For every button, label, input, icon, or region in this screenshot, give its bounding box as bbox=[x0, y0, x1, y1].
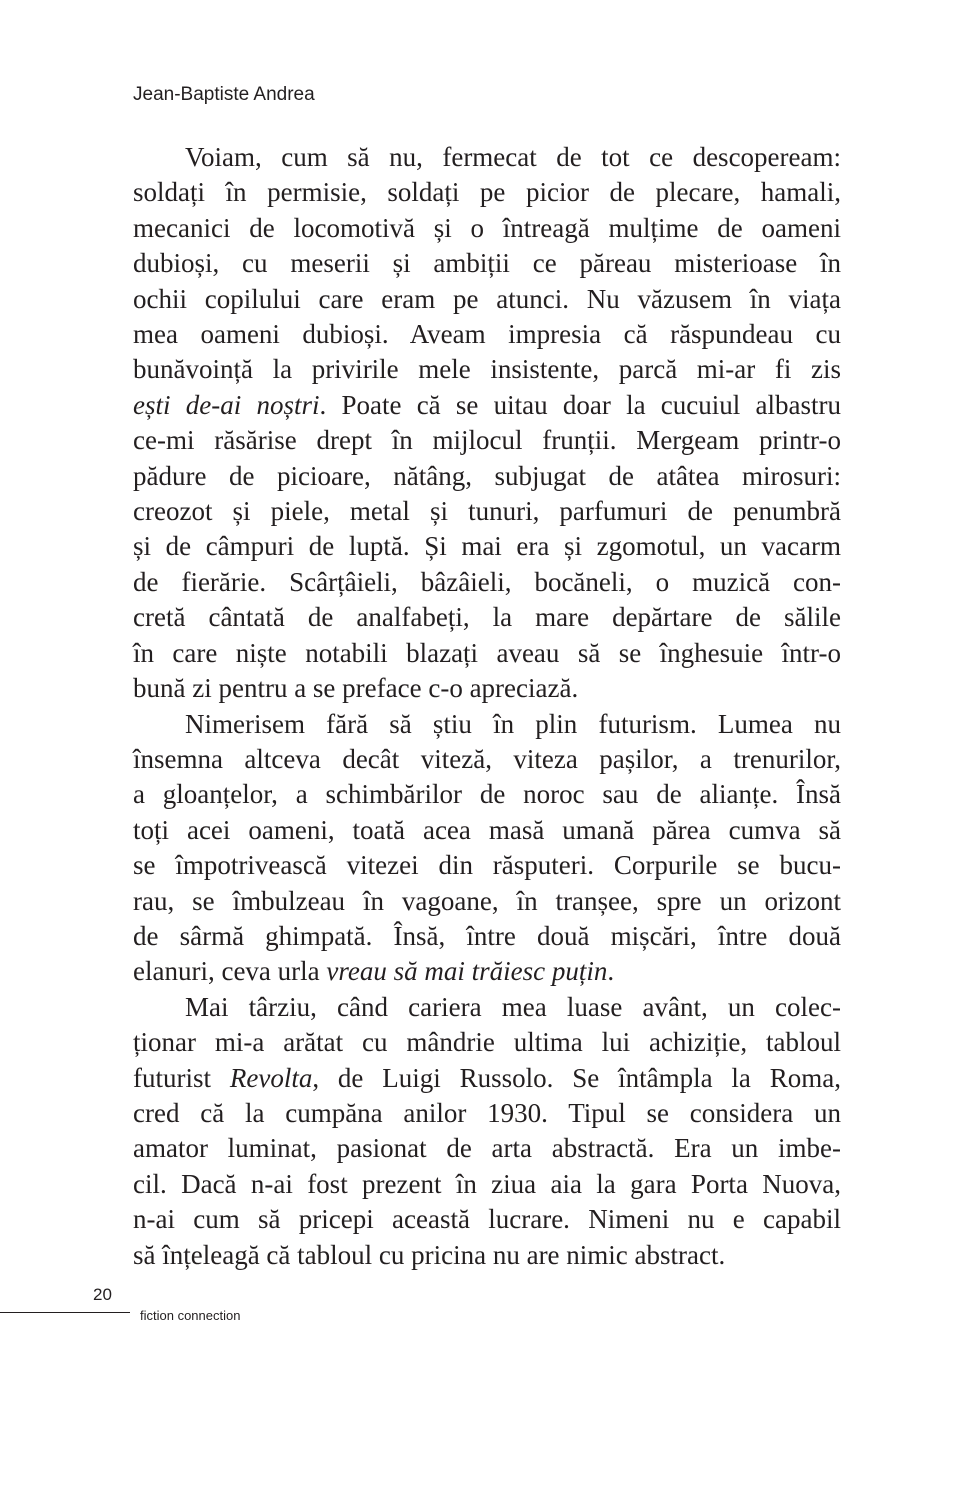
series-label: fiction connection bbox=[140, 1308, 241, 1323]
text-line bbox=[133, 671, 841, 706]
text-segment: pădure de picioare, nătâng, subjugat de atâtea mirosuri: bbox=[133, 460, 841, 491]
text-segment: mecanici de locomotivă și o întreagă mulțime de oameni bbox=[133, 212, 841, 243]
text-segment: Nimerisem fără să știu în plin futurism. Lumea nu bbox=[185, 708, 841, 739]
text-line bbox=[133, 1238, 841, 1273]
text-segment: Mai târziu, când cariera mea luase avânt, un colec- bbox=[185, 991, 841, 1022]
text-line bbox=[133, 954, 841, 989]
text-segment: mea oameni dubioși. Aveam impresia că răspundeau cu bbox=[133, 319, 841, 350]
text-segment: cil. Dacă n-ai fost prezent în ziua aia la gara Porta Nuova, bbox=[133, 1168, 841, 1199]
text-line bbox=[133, 565, 841, 600]
text-segment: de fierărie. Scârțâieli, bâzâieli, bocăneli, o muzică con- bbox=[133, 566, 841, 597]
text-segment: soldați în permisie, soldați pe picior de plecare, hamali, bbox=[133, 177, 841, 208]
text-line bbox=[133, 423, 841, 458]
text-line bbox=[133, 1096, 841, 1131]
text-line bbox=[133, 175, 841, 210]
running-head-author: Jean-Baptiste Andrea bbox=[133, 84, 315, 105]
text-segment: . bbox=[607, 956, 615, 987]
text-segment: creozot și piele, metal și tunuri, parfumuri de penumbră bbox=[133, 496, 841, 527]
text-line bbox=[133, 352, 841, 387]
text-line bbox=[133, 140, 841, 175]
footer-rule bbox=[0, 1312, 130, 1313]
text-segment: n-ai cum să pricepi această lucrare. Nimeni nu e capabil bbox=[133, 1204, 841, 1235]
text-line bbox=[133, 636, 841, 671]
text-line bbox=[133, 884, 841, 919]
text-line bbox=[133, 388, 841, 423]
text-segment: și de câmpuri de luptă. Și mai era și zgomotul, un vacarm bbox=[133, 531, 841, 562]
text-line bbox=[133, 317, 841, 352]
text-segment: , de Luigi Russolo. Se întâmpla la Roma, bbox=[312, 1062, 841, 1093]
text-line bbox=[133, 813, 841, 848]
text-segment: se împotrivească vitezei din răsputeri. Corpurile se bucu- bbox=[133, 850, 841, 881]
italic-phrase: vreau să mai trăiesc puțin bbox=[326, 956, 608, 987]
text-line bbox=[133, 600, 841, 635]
text-segment: Voiam, cum să nu, fermecat de tot ce descopeream: bbox=[185, 142, 841, 172]
text-line bbox=[133, 707, 841, 742]
text-line bbox=[133, 1202, 841, 1237]
italic-phrase: ești de-ai noștri bbox=[133, 389, 320, 420]
text-segment: dubioși, cu meserii și ambiții ce păreau misterioase în bbox=[133, 248, 841, 279]
text-segment: amator luminat, pasionat de arta abstractă. Era un imbe- bbox=[133, 1133, 841, 1164]
text-line bbox=[133, 1167, 841, 1202]
text-segment: bună zi pentru a se preface c-o apreciază. bbox=[133, 673, 579, 704]
text-segment: toți acei oameni, toată acea masă umană părea cumva să bbox=[133, 814, 841, 845]
text-line bbox=[133, 282, 841, 317]
text-segment: elanuri, ceva urla bbox=[133, 956, 327, 987]
text-segment: ce-mi răsărise drept în mijlocul frunții. Mergeam printr-o bbox=[133, 425, 841, 456]
text-segment: ochii copilului care eram pe atunci. Nu văzusem în viața bbox=[133, 283, 841, 314]
text-segment: rau, se îmbulzeau în vagoane, în tranșee, spre un orizont bbox=[133, 885, 841, 916]
text-segment: însemna altceva decât viteză, viteza pașilor, a trenurilor, bbox=[133, 743, 841, 774]
text-line bbox=[133, 777, 841, 812]
page-number: 20 bbox=[93, 1285, 112, 1304]
text-line bbox=[133, 1025, 841, 1060]
text-line bbox=[133, 990, 841, 1025]
text-segment: ționar mi-a arătat cu mândrie ultima lui achiziție, tabloul bbox=[133, 1027, 841, 1058]
text-segment: cred că la cumpăna anilor 1930. Tipul se considera un bbox=[133, 1097, 841, 1128]
text-segment: cretă cântată de analfabeți, la mare depărtare de sălile bbox=[133, 602, 841, 633]
text-segment: să înțeleagă că tabloul cu pricina nu are nimic abstract. bbox=[133, 1239, 726, 1270]
text-line bbox=[133, 742, 841, 777]
text-line bbox=[133, 848, 841, 883]
text-line bbox=[133, 211, 841, 246]
text-line bbox=[133, 246, 841, 281]
text-line bbox=[133, 459, 841, 494]
text-line bbox=[133, 529, 841, 564]
text-line bbox=[133, 1131, 841, 1166]
text-line bbox=[133, 494, 841, 529]
text-line bbox=[133, 919, 841, 954]
text-segment: . Poate că se uitau doar la cucuiul albastru bbox=[319, 389, 841, 420]
text-segment: a gloanțelor, a schimbărilor de noroc sau de alianțe. Însă bbox=[133, 779, 841, 810]
text-segment: în care niște notabili blazați aveau să se înghesuie într-o bbox=[133, 637, 841, 668]
text-line bbox=[133, 1061, 841, 1096]
text-segment: futurist bbox=[133, 1062, 230, 1093]
italic-phrase: Revolta bbox=[229, 1062, 313, 1093]
text-segment: de sârmă ghimpată. Însă, între două mișcări, între două bbox=[133, 920, 841, 951]
text-segment: bunăvoință la privirile mele insistente, parcă mi-ar fi zis bbox=[133, 354, 841, 385]
body-text bbox=[133, 140, 841, 1273]
